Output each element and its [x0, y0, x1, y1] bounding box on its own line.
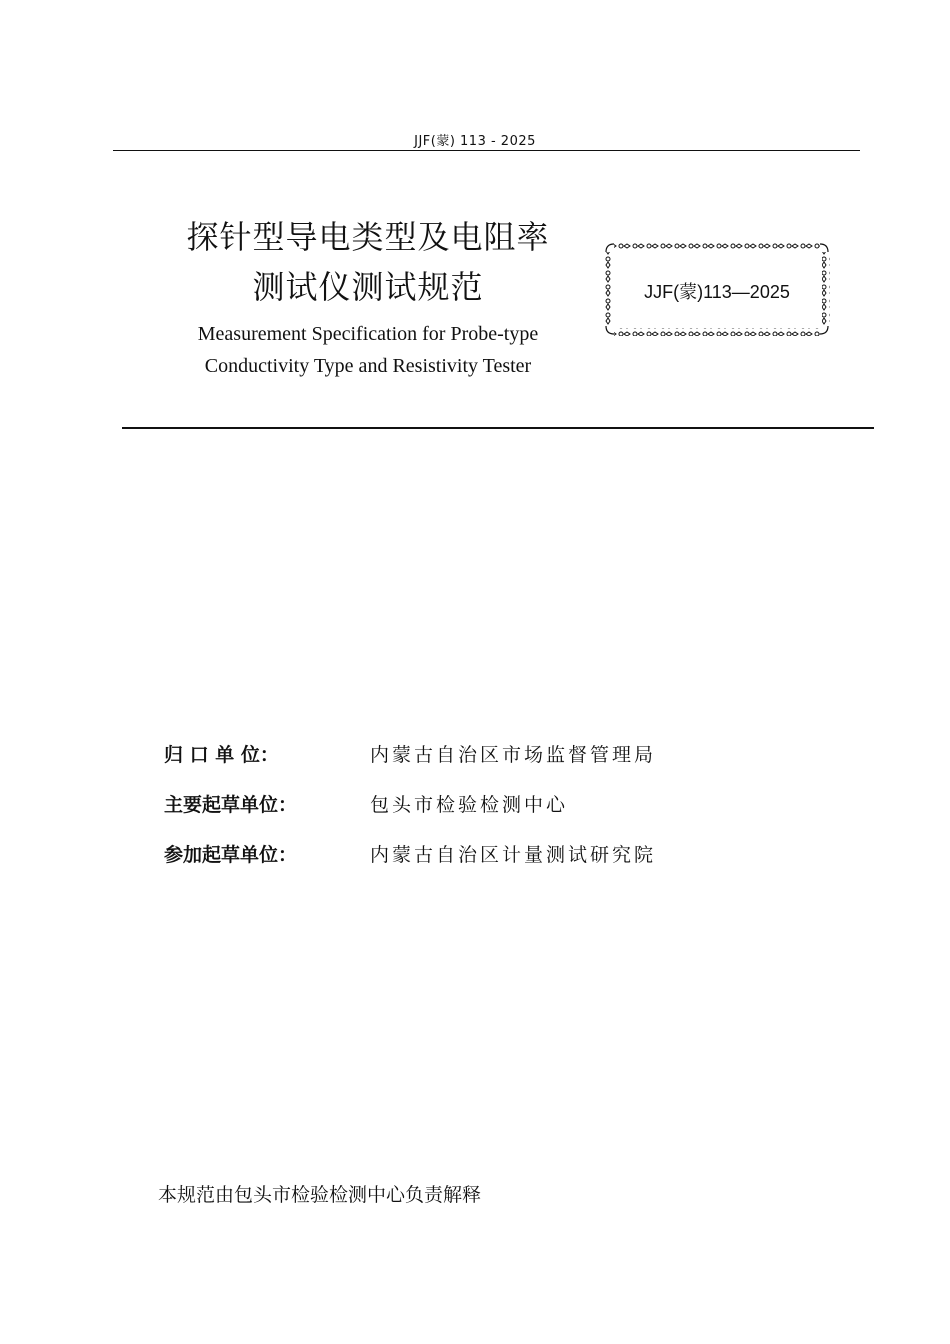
unit-value: 内蒙古自治区计量测试研究院 — [370, 843, 657, 866]
unit-label: 归 口 单 位： — [164, 743, 279, 766]
unit-value: 包头市检验检测中心 — [370, 793, 569, 816]
unit-row-main-drafter — [164, 778, 656, 828]
title-en-line1: Measurement Specification for Probe-type — [197, 323, 539, 345]
unit-row-participating-drafter — [164, 828, 656, 878]
unit-value: 内蒙古自治区市场监督管理局 — [370, 743, 657, 766]
drafting-units — [164, 728, 656, 878]
title-zh-line2: 测试仪测试规范 — [252, 268, 484, 306]
title-block — [150, 212, 586, 382]
unit-label: 主要起草单位： — [164, 793, 298, 816]
title-divider — [122, 427, 874, 429]
unit-label: 参加起草单位： — [164, 843, 298, 866]
standard-code: JJF(蒙)113—2025 — [644, 282, 790, 302]
title-en-line2: Conductivity Type and Resistivity Tester — [204, 355, 532, 377]
header-rule — [113, 150, 860, 151]
title-en — [150, 318, 586, 382]
standard-code-box — [604, 242, 830, 336]
header-standard-code: JJF(蒙) 113 - 2025 — [414, 134, 536, 149]
title-zh-line1: 探针型导电类型及电阻率 — [186, 218, 550, 256]
unit-row-responsible — [164, 728, 656, 778]
interpretation-note: 本规范由包头市检验检测中心负责解释 — [158, 1184, 482, 1206]
